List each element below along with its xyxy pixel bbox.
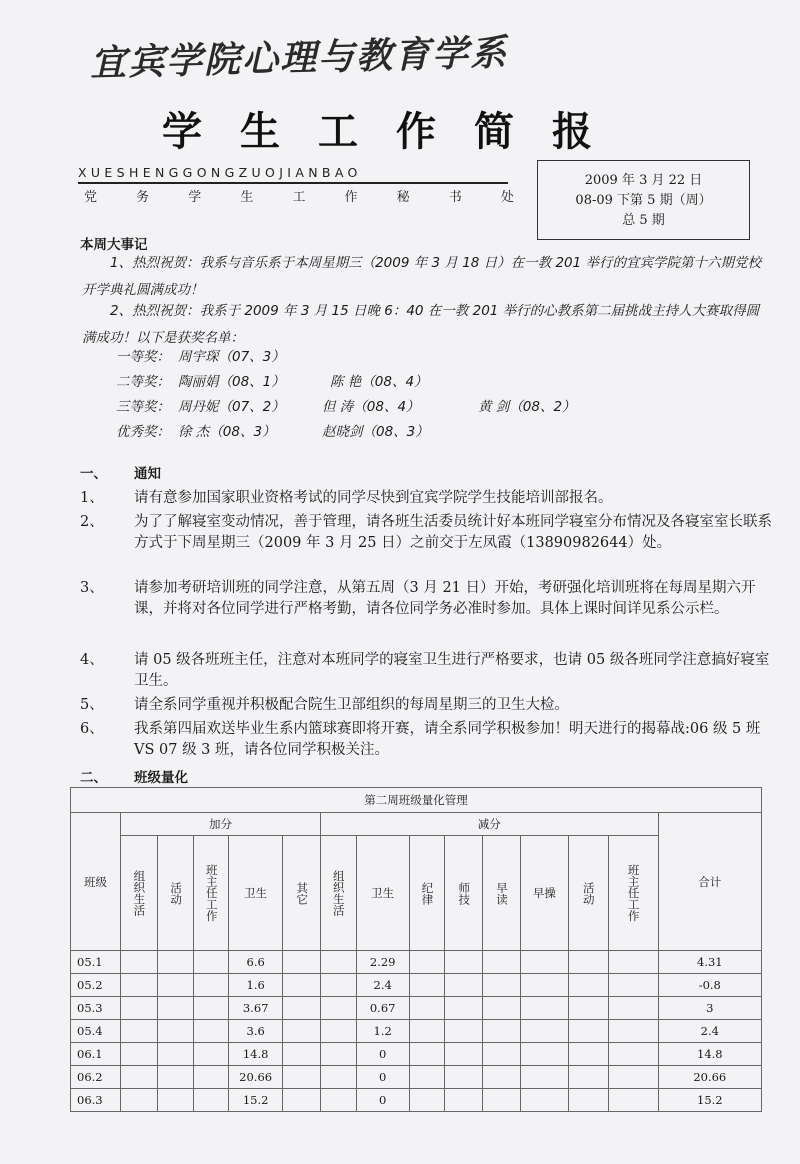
notice-item [80, 512, 780, 575]
notice-number: 1、 [80, 490, 104, 506]
minus-hygiene-cell: 0 [356, 1066, 409, 1089]
total-cell: 3 [658, 997, 761, 1020]
table-title: 第二周班级量化管理 [71, 788, 762, 813]
class-column-header: 班级 [71, 813, 121, 951]
table-row [71, 997, 762, 1020]
office-char: 党 [84, 190, 98, 205]
column-header: 卫生 [229, 836, 283, 951]
class-cell: 06.1 [71, 1043, 121, 1066]
issue-number: 08-09 下第 5 期（周） [575, 193, 712, 208]
office-char: 工 [292, 190, 306, 205]
office-char: 秘 [396, 190, 410, 205]
total-cell: 20.66 [658, 1066, 761, 1089]
notice-number: 6、 [80, 721, 104, 737]
minus-group-header: 减分 [320, 813, 658, 836]
column-header: 其它 [283, 836, 321, 951]
column-header: 师技 [445, 836, 483, 951]
issue-info-box [537, 160, 750, 240]
office-char: 处 [500, 190, 514, 205]
notice-text: 请全系同学重视并积极配合院生卫部组织的每周星期三的卫生大检。 [134, 697, 569, 713]
notice-number: 2、 [80, 514, 104, 530]
column-header: 班主任工作 [608, 836, 658, 951]
total-cell: -0.8 [658, 974, 761, 997]
weekly-events-heading: 本周大事记 [80, 237, 148, 253]
department-heading: 宜宾学院心理与教育学系 [89, 32, 509, 85]
minus-hygiene-cell: 0 [356, 1089, 409, 1112]
notice-item [80, 719, 780, 761]
minus-hygiene-cell: 0.67 [356, 997, 409, 1020]
column-header: 活动 [157, 836, 194, 951]
title-pinyin: XUESHENGGONGZUOJIANBAO [78, 165, 362, 180]
notice-item [80, 578, 780, 641]
office-char: 书 [448, 190, 462, 205]
plus-hygiene-cell: 20.66 [229, 1066, 283, 1089]
total-cell: 15.2 [658, 1089, 761, 1112]
office-char: 务 [136, 190, 150, 205]
minus-hygiene-cell: 2.4 [356, 974, 409, 997]
award-winner: 陈 艳（08、4） [330, 374, 428, 390]
award-label: 一等奖： [116, 349, 170, 365]
page-title: 学生工作简报 [162, 109, 630, 155]
plus-hygiene-cell: 1.6 [229, 974, 283, 997]
notice-text: 请 05 级各班班主任，注意对本班同学的寝室卫生进行严格要求，也请 05 级各班同学注意搞好寝室卫生。 [134, 652, 770, 689]
table-row [71, 1066, 762, 1089]
class-cell: 06.3 [71, 1089, 121, 1112]
office-char: 学 [188, 190, 202, 205]
award-winner: 黄 剑（08、2） [478, 399, 576, 415]
minus-hygiene-cell: 0 [356, 1043, 409, 1066]
class-cell: 05.2 [71, 974, 121, 997]
issuing-office [84, 186, 514, 205]
award-winner: 徐 杰（08、3） [178, 424, 276, 440]
event-item: 1、热烈祝贺：我系与音乐系于本周星期三（2009 年 3 月 18 日）在一教 201 举行的宜宾学院第十六期党校开学典礼圆满成功！ [82, 255, 762, 298]
column-header: 组织生活 [320, 836, 356, 951]
notice-text: 请参加考研培训班的同学注意，从第五周（3 月 21 日）开始，考研强化培训班将在每周星期六开课，并将对各位同学进行严格考勤，请各位同学务必准时参加。具体上课时间详见系公示栏。 [134, 580, 756, 617]
column-header: 早读 [483, 836, 521, 951]
table-row [71, 951, 762, 974]
notice-number: 3、 [80, 580, 104, 596]
class-cell: 06.2 [71, 1066, 121, 1089]
notices-heading-number: 一、 [80, 466, 107, 482]
total-cell: 4.31 [658, 951, 761, 974]
office-char: 生 [240, 190, 254, 205]
notice-item [80, 695, 780, 716]
notices-heading: 通知 [134, 466, 161, 482]
issue-date: 2009 年 3 月 22 日 [584, 173, 703, 188]
column-header: 班主任工作 [194, 836, 229, 951]
award-winner: 赵晓剑（08、3） [322, 424, 429, 440]
plus-hygiene-cell: 3.6 [229, 1020, 283, 1043]
column-header: 纪律 [409, 836, 445, 951]
column-header: 卫生 [356, 836, 409, 951]
notice-item [80, 650, 780, 692]
quant-heading-number: 二、 [80, 770, 107, 786]
issue-total: 总 5 期 [622, 213, 665, 228]
award-winner: 周丹妮（07、2） [178, 399, 285, 415]
plus-hygiene-cell: 3.67 [229, 997, 283, 1020]
class-cell: 05.1 [71, 951, 121, 974]
office-char: 作 [344, 190, 358, 205]
table-row [71, 974, 762, 997]
class-quant-table [70, 787, 762, 1112]
total-column-header: 合计 [658, 813, 761, 951]
plus-hygiene-cell: 6.6 [229, 951, 283, 974]
award-label: 二等奖： [116, 374, 170, 390]
plus-hygiene-cell: 15.2 [229, 1089, 283, 1112]
award-winner: 周宇琛（07、3） [178, 349, 285, 365]
notice-number: 4、 [80, 652, 104, 668]
column-header: 组织生活 [120, 836, 157, 951]
total-cell: 2.4 [658, 1020, 761, 1043]
notice-number: 5、 [80, 697, 104, 713]
minus-hygiene-cell: 1.2 [356, 1020, 409, 1043]
total-cell: 14.8 [658, 1043, 761, 1066]
notice-item [80, 488, 780, 509]
class-cell: 05.3 [71, 997, 121, 1020]
event-item: 2、热烈祝贺：我系于 2009 年 3 月 15 日晚 6：40 在一教 201 举行的心教系第二届挑战主持人大赛取得圆满成功！以下是获奖名单： [82, 303, 760, 346]
notice-text: 我系第四届欢送毕业生系内篮球赛即将开赛，请全系同学积极参加！明天进行的揭幕战:06 级 5 班 VS 07 级 3 班，请各位同学积极关注。 [134, 721, 761, 758]
notice-text: 为了了解寝室变动情况，善于管理，请各班生活委员统计好本班同学寝室分布情况及各寝室室长联系方式于下周星期三（2009 年 3 月 25 日）之前交于左凤霞（13890982644）处。 [134, 514, 772, 551]
notice-text: 请有意参加国家职业资格考试的同学尽快到宜宾学院学生技能培训部报名。 [134, 490, 613, 506]
award-winner: 但 涛（08、4） [322, 399, 420, 415]
minus-hygiene-cell: 2.29 [356, 951, 409, 974]
plus-hygiene-cell: 14.8 [229, 1043, 283, 1066]
award-winner: 陶丽娟（08、1） [178, 374, 285, 390]
class-cell: 05.4 [71, 1020, 121, 1043]
table-row [71, 1020, 762, 1043]
column-header: 活动 [568, 836, 608, 951]
award-label: 三等奖： [116, 399, 170, 415]
quant-heading: 班级量化 [134, 770, 188, 786]
column-header: 早操 [520, 836, 568, 951]
table-row [71, 1043, 762, 1066]
plus-group-header: 加分 [120, 813, 320, 836]
table-row [71, 1089, 762, 1112]
award-label: 优秀奖： [116, 424, 170, 440]
header-rule [78, 182, 508, 184]
